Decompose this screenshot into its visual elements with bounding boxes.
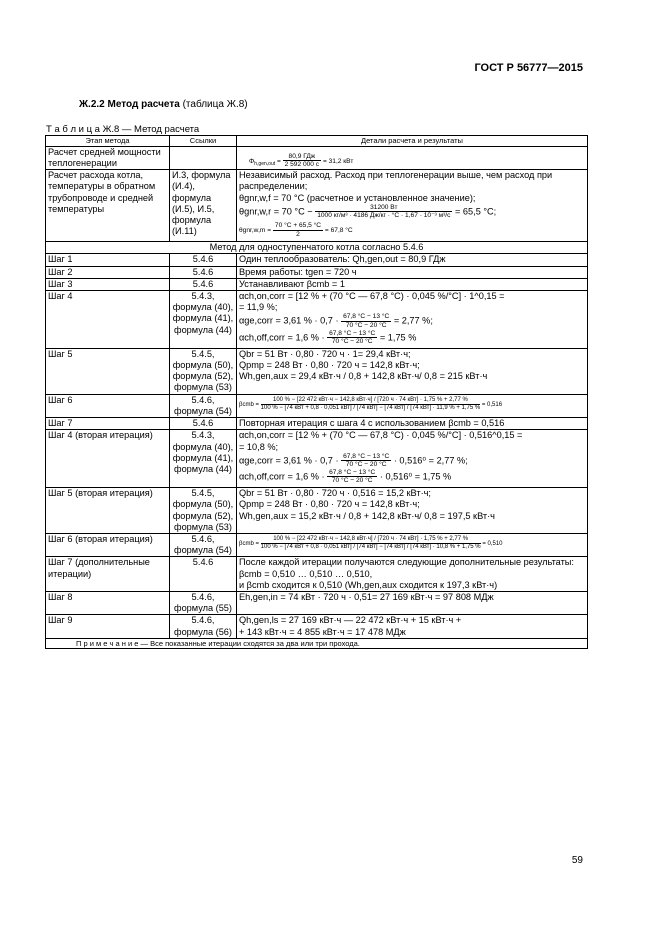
table-row [46,488,588,534]
ref-cell: 5.4.5, формула (50), формула (52), формула (53) [170,348,237,394]
detail-line: Qbr = 51 Вт · 0,80 · 720 ч · 0,516 = 15,2 кВт·ч; [239,488,431,499]
stage-cell: Расчет средней мощности теплогенерации [46,146,170,169]
table-row [46,146,588,169]
detail-cell [237,291,588,349]
stage-cell: Шаг 8 [46,592,170,615]
detail-cell [237,170,588,242]
detail-line: αge,corr = 3,61 % · 0,7 · $\frac{67,8 ^\circ С - 13 ^\circ С}{70 ^\circ С - 20 ^\circ С}$ · 0,516⁰ = 2,77 %; [239,452,468,469]
table-row [46,533,588,556]
stage-cell: Шаг 4 (вторая итерация) [46,430,170,488]
table-row [46,348,588,394]
detail-line: = 10,8 %; [239,441,279,452]
detail-cell [237,533,588,556]
detail-line: θgnr,w,f = 70 °С (расчетное и установленное значение); [239,192,476,203]
detail-line: и βcmb сходится к 0,510 (Wh,gen,aux сходится к 197,3 кВт·ч) [239,579,498,590]
detail-line: θgnr,w,r = 70 °С − $\frac{31200 Вт}{\text{1000 кг/м³ · 4186 Дж/кг · °С · 1,67 · 10⁻³ м³/с}}$ = 65,5 °С; [239,203,497,220]
detail-cell: Eh,gen,in = 74 кВт · 720 ч · 0,51= 27 169 кВт·ч = 97 808 МДж [237,592,588,615]
column-header: Ссылки [170,136,237,147]
formula-result: = 31,2 кВт [322,157,354,165]
table-row [46,278,588,290]
section-heading [79,99,248,110]
document-header: ГОСТ Р 56777—2015 [474,62,583,74]
detail-line: Независимый расход. Расход при теплогенерации выше, чем расход при распределении; [239,170,553,192]
section-ref: (таблица Ж.8) [182,99,248,110]
detail-line: αge,corr = 3,61 % · 0,7 · $\frac{67,8 ^\circ С - 13 ^\circ С}{70 ^\circ С - 20 ^\circ С}$ = 2,77 %; [239,313,433,330]
table-row [46,242,588,254]
ref-cell: 5.4.6, формула (54) [170,394,237,417]
table-row [46,430,588,488]
stage-cell: Шаг 7 (дополнительные итерации) [46,557,170,592]
stage-cell: Шаг 5 [46,348,170,394]
ref-cell: 5.4.6 [170,254,237,266]
table-row [46,615,588,638]
detail-cell: Один теплообразователь: Qh,gen,out = 80,9 ГДж [237,254,588,266]
ref-cell: 5.4.6, формула (56) [170,615,237,638]
ref-cell: 5.4.6, формула (55) [170,592,237,615]
stage-cell: Шаг 7 [46,418,170,430]
detail-line: βcmb = 0,510 … 0,510 … 0,510, [239,568,373,579]
stage-cell: Шаг 2 [46,266,170,278]
table-row [46,418,588,430]
ref-cell: 5.4.3, формула (40), формула (41), формула (44) [170,430,237,488]
ref-cell: 5.4.6 [170,278,237,290]
formula-lhs: Φ [249,157,255,165]
ref-cell: 5.4.5, формула (50), формула (52), формула (53) [170,488,237,534]
stage-cell: Шаг 6 (вторая итерация) [46,533,170,556]
table-note: П р и м е ч а н и е — Все показанные итерации сходятся за два или три прохода. [46,638,588,648]
table-row [46,394,588,417]
section-number: Ж.2.2 [79,99,105,110]
table-header-row [46,136,588,147]
stage-cell: Шаг 3 [46,278,170,290]
ref-cell: 5.4.6 [170,418,237,430]
beta-formula: βcmb = 100 % − [22 472 кВт·ч − 142,8 кВт·ч] / [720 ч · 74 кВт] · 1,75 % + 2,77 % 100 % − [74 кВт + 0,8 · 0,051 кВт] / [74 кВт] − [74 кВт] / [74 кВт] · 11,9 % + 1,75 % = 0,516 [239,396,503,411]
ref-cell [170,146,237,169]
table-row [46,557,588,592]
ref-cell: 5.4.3, формула (40), формула (41), формула (44) [170,291,237,349]
detail-line: αch,off,corr = 1,6 % · $\frac{67,8 ^\circ С - 13 ^\circ С}{70 ^\circ С - 20 ^\circ С}$ = 1,75 % [239,329,417,346]
detail-line: Qpmp = 248 Вт · 0,80 · 720 ч = 142,8 кВт·ч; [239,499,420,510]
detail-cell: $\Phi_{h,gen,out}$ = $\frac{\text{80,9 ГДж}}{2 592 000 с}$ = 31,2 кВт [237,146,588,169]
detail-line: После каждой итерации получаются следующие дополнительные результаты: [239,557,574,568]
detail-cell [237,430,588,488]
method-span-row: Метод для одноступенчатого котла согласно 5.4.6 [46,242,588,254]
detail-line: Qh,gen,ls = 27 169 кВт·ч — 22 472 кВт·ч + 15 кВт·ч + [239,615,462,626]
table-row [46,291,588,349]
section-title: Метод расчета [107,99,180,110]
detail-line: Qbr = 51 Вт · 0,80 · 720 ч · 1= 29,4 кВт·ч; [239,348,411,359]
beta-formula: βcmb = 100 % − [22 472 кВт·ч − 142,8 кВт·ч] / [720 ч · 74 кВт] · 1,75 % + 2,77 % 100 % − [74 кВт + 0,8 · 0,051 кВт] / [74 кВт] − [74 кВт] / [74 кВт] · 10,8 % + 1,75 % = 0,510 [239,535,503,550]
detail-line: αch,on,corr = [12 % + (70 °С — 67,8 °С) · 0,045 %/°С] · 0,516^0,15 = [239,430,523,441]
detail-line: Qpmp = 248 Вт · 0,80 · 720 ч = 142,8 кВт·ч; [239,360,420,370]
table-row [46,170,588,242]
detail-cell [237,394,588,417]
formula-fraction: $\frac{\text{80,9 ГДж}}{2 592 000 с}$ [284,152,320,169]
table-note-row [46,638,588,648]
column-header: Детали расчета и результаты [237,136,588,147]
table-row [46,254,588,266]
detail-line: Wh,gen,aux = 15,2 кВт·ч / 0,8 + 142,8 кВт·ч/ 0,8 = 197,5 кВт·ч [239,510,495,521]
stage-cell: Шаг 4 [46,291,170,349]
stage-cell: Шаг 9 [46,615,170,638]
table-row [46,592,588,615]
detail-line: Wh,gen,aux = 29,4 кВт·ч / 0,8 + 142,8 кВт·ч/ 0,8 = 215 кВт·ч [239,371,488,382]
detail-cell [237,488,588,534]
detail-cell [237,615,588,638]
detail-cell [237,348,588,394]
ref-cell: 5.4.6, формула (54) [170,533,237,556]
detail-cell: Устанавливают βcmb = 1 [237,278,588,290]
detail-line: θgnr,w,m = $\frac{70 ^\circ С + 65,5 ^\circ С}{2}$ = 67,8 °С [239,222,353,238]
page-number: 59 [571,855,583,866]
column-header: Этап метода [46,136,170,147]
method-table [45,135,588,649]
table-row [46,266,588,278]
stage-cell: Шаг 1 [46,254,170,266]
ref-cell: 5.4.6 [170,266,237,278]
stage-cell: Шаг 6 [46,394,170,417]
detail-cell [237,557,588,592]
detail-cell: Повторная итерация с шага 4 с использованием βcmb = 0,516 [237,418,588,430]
ref-cell: 5.4.6 [170,557,237,592]
ref-cell: И.3, формула (И.4), формула (И.5), И.5, формула (И.11) [170,170,237,242]
table-caption: Т а б л и ц а Ж.8 — Метод расчета [46,124,200,135]
stage-cell: Расчет расхода котла, температуры в обратном трубопроводе и средней температуры [46,170,170,242]
detail-line: + 143 кВт·ч = 4 855 кВт·ч = 17 478 МДж [239,626,406,637]
detail-line: αch,on,corr = [12 % + (70 °С — 67,8 °С) · 0,045 %/°С] · 1^0,15 = [239,291,505,302]
detail-line: = 11,9 %; [239,302,278,313]
stage-cell: Шаг 5 (вторая итерация) [46,488,170,534]
detail-line: αch,off,corr = 1,6 % · $\frac{67,8 ^\circ С - 13 ^\circ С}{70 ^\circ С - 20 ^\circ С}$ · 0,516⁰ = 1,75 % [239,468,452,485]
detail-cell: Время работы: tgen = 720 ч [237,266,588,278]
